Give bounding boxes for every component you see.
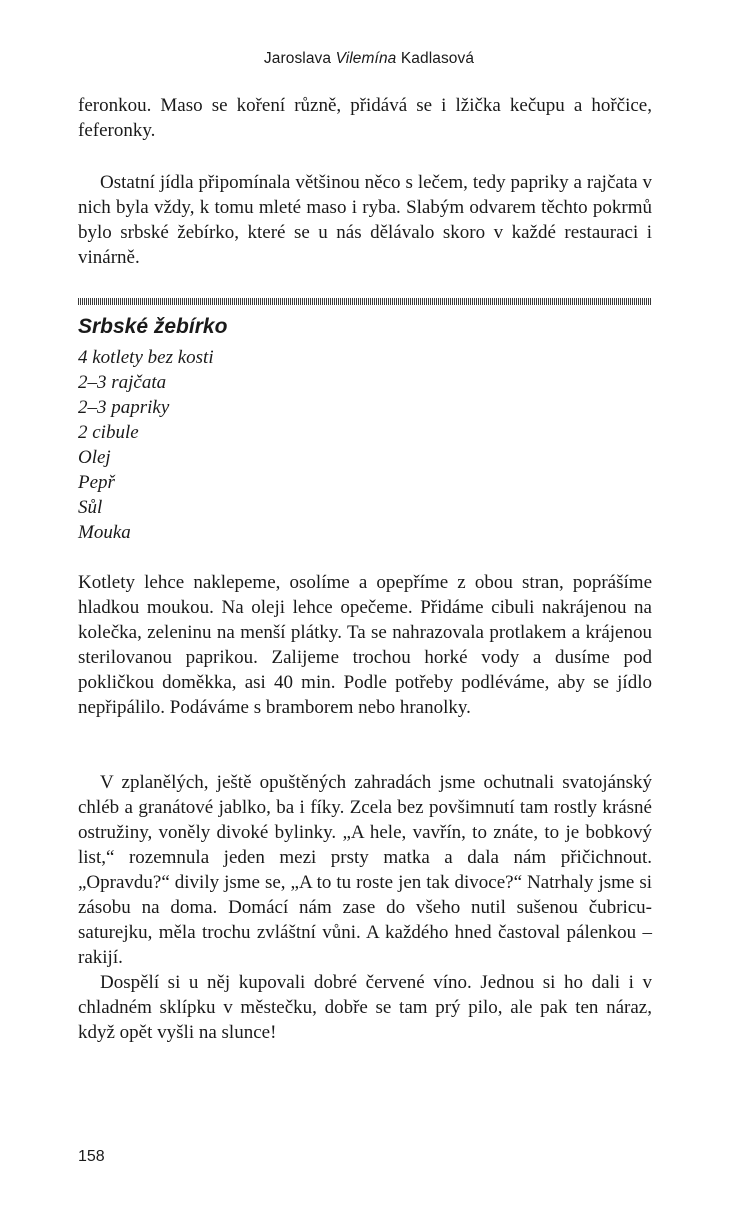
ingredient-item: Olej — [78, 447, 111, 468]
author-middle-name: Vilemína — [335, 50, 397, 67]
ingredient-item: 4 kotlety bez kosti — [78, 347, 214, 368]
ingredient-item: 2–3 rajčata — [78, 372, 167, 393]
paragraph: Ostatní jídla připomínala většinou něco s lečem, tedy papriky a rajčata v nich byla vždy, k tomu mleté maso i ryba. Slabým odvarem těchto pokrmů bylo srbské žebírko, které se u nás dělávalo skoro v každé restauraci i vinárně. — [78, 172, 652, 268]
ingredient-list — [78, 345, 214, 545]
ingredient-item: Pepř — [78, 472, 115, 493]
page-number: 158 — [78, 1148, 105, 1165]
story-block — [78, 770, 652, 1045]
paragraph: feronkou. Maso se koření různě, přidává se i lžička kečupu a hořčice, feferonky. — [78, 95, 652, 141]
author-last-name: Kadlasová — [400, 50, 475, 67]
recipe-title: Srbské žebírko — [78, 315, 228, 338]
ingredient-item: Sůl — [78, 497, 103, 518]
recipe-divider — [78, 298, 652, 305]
running-header — [0, 50, 738, 68]
paragraph-continued — [78, 93, 652, 143]
author-first-name: Jaroslava — [263, 50, 332, 67]
ingredient-item: Mouka — [78, 522, 131, 543]
paragraph: Kotlety lehce naklepeme, osolíme a opepříme z obou stran, poprášíme hladkou moukou. Na oleji lehce opečeme. Přidáme cibuli nakrájenou na kolečka, zeleninu na menší plátky. Ta se nahrazovala protlakem a krájenou sterilovanou paprikou. Zalijeme trochou horké vody a dusíme pod pokličkou doměkka, asi 40 min. Podle potřeby podléváme, aby se jídlo nepřipálilo. Podáváme s bramborem nebo hranolky. — [78, 572, 652, 718]
ingredient-item: 2 cibule — [78, 422, 139, 443]
paragraph-block — [78, 170, 652, 270]
paragraph: V zplanělých, ještě opuštěných zahradách jsme ochutnali svatojánský chléb a granátové jablko, ba i fíky. Zcela bez povšimnutí tam rostly krásné ostružiny, voněly divoké bylinky. „A hele, vavřín, to znáte, to je bobkový list,“ rozemnula jeden mezi prsty matka a dala nám přičichnout. „Opravdu?“ divily jsme se, „A to tu roste jen tak divoce?“ Natrhaly jsme si zásobu na doma. Domácí nám zase do všeho nutil sušenou čubricu-saturejku, měla trochu zvláštní vůni. A každého hned častoval pálenkou – rakijí. — [78, 772, 652, 968]
ingredient-item: 2–3 papriky — [78, 397, 170, 418]
recipe-method — [78, 570, 652, 720]
paragraph: Dospělí si u něj kupovali dobré červené víno. Jednou si ho dali i v chladném sklípku v městečku, dobře se tam prý pilo, ale pak ten náraz, když opět vyšli na slunce! — [78, 972, 652, 1043]
